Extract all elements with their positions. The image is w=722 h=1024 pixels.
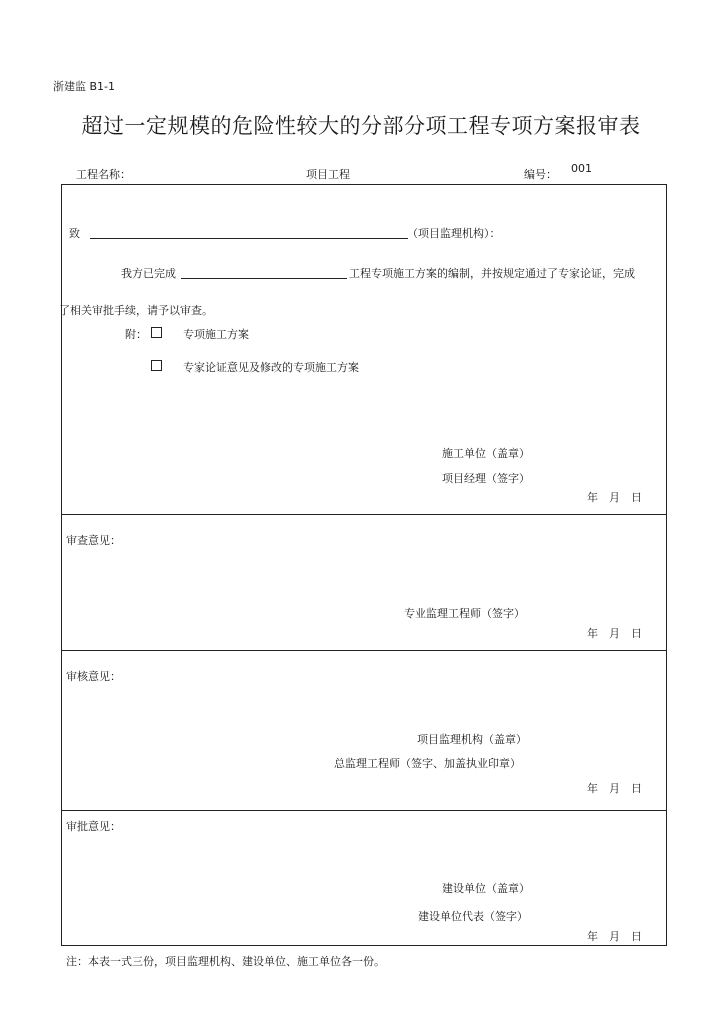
review-signer: 专业监理工程师（签字） (404, 607, 525, 620)
date-review: 年 月 日 (587, 627, 642, 640)
section-divider-approve (61, 810, 667, 811)
owner-stamp: 建设单位（盖章） (442, 882, 530, 895)
project-name-value[interactable]: 项目工程 (306, 168, 350, 181)
project-blank[interactable] (181, 278, 347, 279)
project-manager-sign: 项目经理（签字） (442, 472, 530, 485)
section-divider-audit (61, 650, 667, 651)
date-audit: 年 月 日 (587, 782, 642, 795)
chief-engineer-sign: 总监理工程师（签字、加盖执业印章） (334, 757, 521, 770)
date-approve: 年 月 日 (587, 930, 642, 943)
owner-rep-sign: 建设单位代表（签字） (418, 910, 528, 923)
form-title: 超过一定规模的危险性较大的分部分项工程专项方案报审表 (81, 114, 641, 138)
to-suffix: （项目监理机构）： (407, 227, 501, 240)
completed-prefix: 我方已完成 (121, 267, 176, 280)
audit-label: 审核意见： (66, 670, 121, 683)
attach-label: 附： (125, 328, 147, 341)
attachment-1-checkbox[interactable] (151, 327, 162, 338)
contractor-stamp: 施工单位（盖章） (442, 447, 530, 460)
review-label: 审查意见： (66, 534, 121, 547)
section-divider-review (61, 514, 667, 515)
date-submit: 年 月 日 (587, 491, 642, 504)
audit-org-stamp: 项目监理机构（盖章） (417, 733, 527, 746)
project-name-label: 工程名称： (76, 168, 131, 181)
form-number-value[interactable]: 001 (571, 162, 592, 175)
form-code: 浙建监 B1-1 (53, 80, 116, 93)
form-table (61, 184, 667, 946)
approve-label: 审批意见： (66, 820, 121, 833)
completed-suffix: 工程专项施工方案的编制，并按规定通过了专家论证，完成 (349, 267, 635, 280)
completed-line2: 了相关审批手续，请予以审查。 (59, 304, 213, 317)
supervisor-org-blank[interactable] (90, 238, 408, 239)
to-label: 致 (69, 227, 80, 240)
attachment-1-label: 专项施工方案 (183, 328, 249, 341)
attachment-2-checkbox[interactable] (151, 360, 162, 371)
form-number-label: 编号： (524, 168, 557, 181)
footer-note: 注：本表一式三份，项目监理机构、建设单位、施工单位各一份。 (66, 955, 385, 968)
attachment-2-label: 专家论证意见及修改的专项施工方案 (183, 361, 359, 374)
